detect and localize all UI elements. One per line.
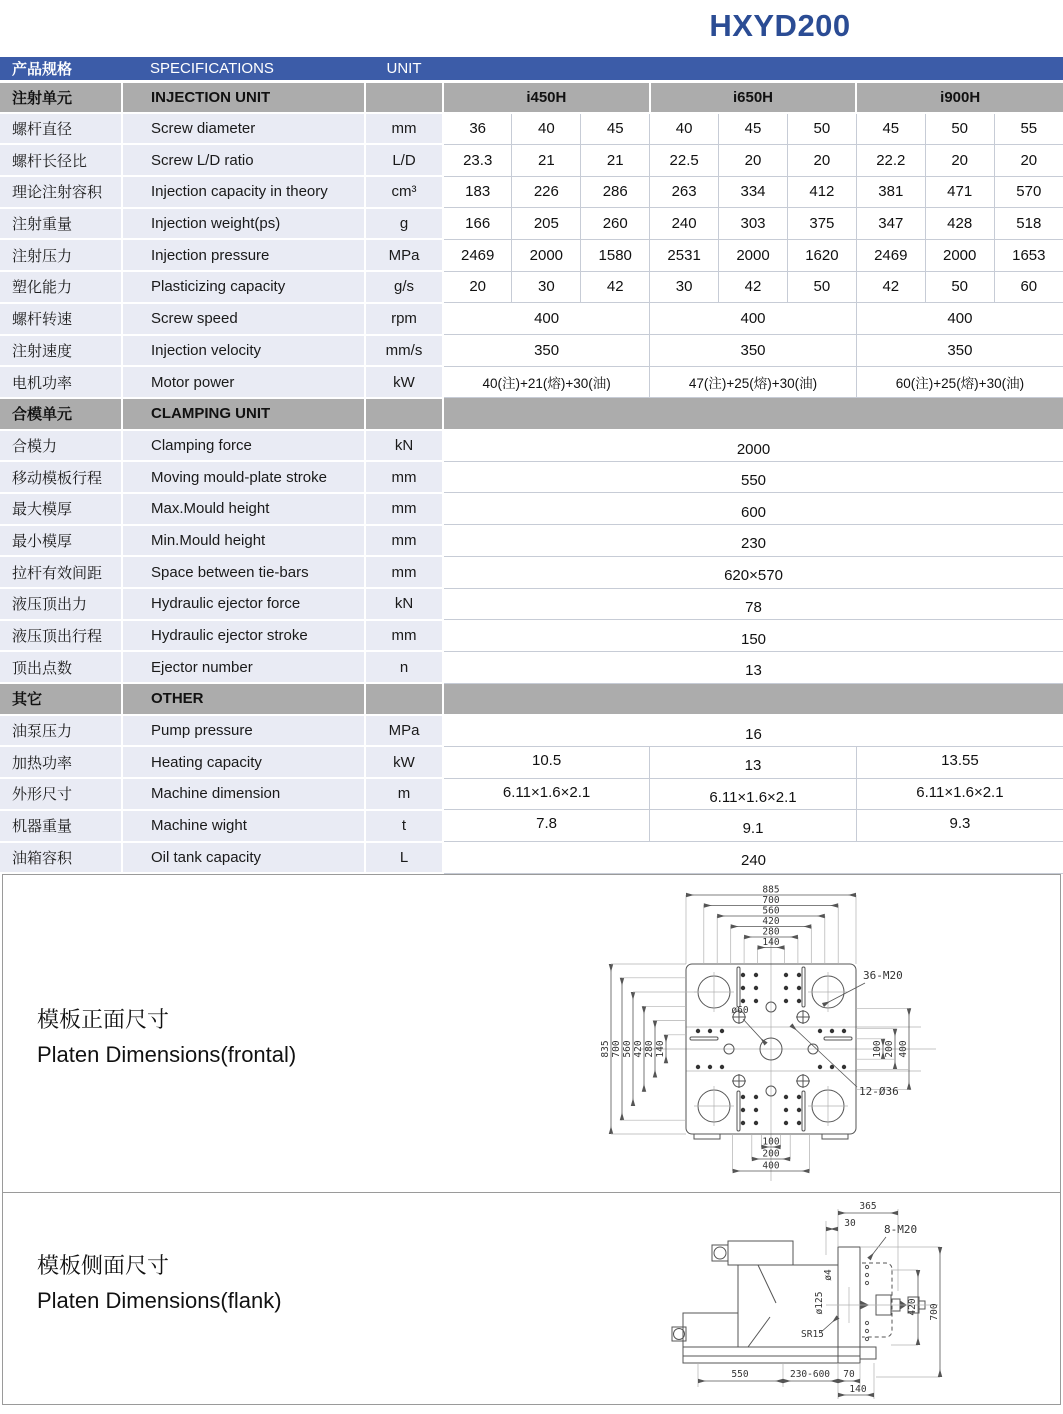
dim-label: 420 [633,1040,644,1058]
row-label-cn: 外形尺寸 [0,778,122,810]
value-cell: 550 [443,461,1063,493]
row-label-en: Plasticizing capacity [122,271,365,303]
row-label-en: Screw L/D ratio [122,144,365,176]
row-label-cn: 螺杆转速 [0,303,122,335]
row-label-en: Hydraulic ejector stroke [122,620,365,652]
value-cell: 45 [856,113,925,145]
dim-label: SR15 [801,1329,824,1341]
table-row [0,176,1063,208]
row-label-en: Machine wight [122,810,365,842]
value-cell: 45 [581,113,650,145]
dim-label: 560 [762,905,780,917]
value-cell: 78 [443,588,1063,620]
value-cell: 2000 [719,239,788,271]
row-label-en: Screw diameter [122,113,365,145]
spec-table [0,57,1063,874]
row-label-cn: 螺杆直径 [0,113,122,145]
row-unit: kW [365,746,443,778]
dim-label: 420 [907,1298,918,1316]
value-cell: 183 [443,176,512,208]
row-label-en: Moving mould-plate stroke [122,461,365,493]
frontal-diagram-title [37,1003,296,1068]
row-label-cn: 液压顶出力 [0,588,122,620]
value-cell: 166 [443,208,512,240]
row-label-cn: 顶出点数 [0,651,122,683]
row-label-cn: 理论注射容积 [0,176,122,208]
value-cell: 22.2 [856,144,925,176]
row-label-cn: 电机功率 [0,366,122,398]
value-cell: 350 [856,335,1063,367]
table-row [0,144,1063,176]
row-unit: L/D [365,144,443,176]
dim-label: 140 [655,1040,666,1058]
value-cell: 20 [787,144,856,176]
dim-label: 70 [843,1369,855,1381]
banner-cn: 产品规格 [0,57,122,81]
row-unit: MPa [365,239,443,271]
section-fill [443,683,1063,715]
value-cell: 10.5 [443,746,650,778]
value-cell: 20 [925,144,994,176]
value-cell: 240 [443,842,1063,874]
frontal-title-en: Platen Dimensions(frontal) [37,1042,297,1068]
value-cell: 1580 [581,239,650,271]
row-label-en: Ejector number [122,651,365,683]
model-header-i650h: i650H [650,81,857,113]
row-unit: mm/s [365,335,443,367]
row-label-cn: 机器重量 [0,810,122,842]
row-unit: g/s [365,271,443,303]
value-cell: 286 [581,176,650,208]
value-cell: 2469 [856,239,925,271]
table-row [0,842,1063,874]
frontal-diagram-box [2,874,1061,1193]
table-row [0,746,1063,778]
value-cell: 375 [787,208,856,240]
row-label-en: Injection velocity [122,335,365,367]
row-label-en: Pump pressure [122,715,365,747]
value-cell: 347 [856,208,925,240]
value-cell: 50 [787,113,856,145]
dim-label: 100 [762,1136,780,1148]
row-label-cn: 液压顶出行程 [0,620,122,652]
row-unit: mm [365,493,443,525]
row-label-cn: 塑化能力 [0,271,122,303]
section-fill [443,398,1063,430]
table-row [0,271,1063,303]
value-cell: 303 [719,208,788,240]
row-label-en: Injection capacity in theory [122,176,365,208]
value-cell: 55 [994,113,1063,145]
row-label-en: Min.Mould height [122,525,365,557]
row-unit: L [365,842,443,874]
value-cell: 381 [856,176,925,208]
row-label-cn: 螺杆长径比 [0,144,122,176]
value-cell: 471 [925,176,994,208]
row-label-cn: 拉杆有效间距 [0,556,122,588]
value-cell: 400 [443,303,650,335]
dim-label: 30 [844,1218,856,1230]
value-cell: 20 [443,271,512,303]
row-unit: kN [365,430,443,462]
value-cell: 42 [581,271,650,303]
row-unit: MPa [365,715,443,747]
hole-spec-label: 12-Ø36 [859,1085,899,1099]
value-cell: 2000 [443,430,1063,462]
table-row [0,208,1063,240]
flank-diagram-title [37,1249,282,1314]
row-unit: n [365,651,443,683]
dim-label: 280 [644,1040,655,1058]
section-injection-unit [0,81,1063,113]
value-cell: 6.11×1.6×2.1 [856,778,1063,810]
value-cell: 230 [443,525,1063,557]
section-unit-empty [365,683,443,715]
row-label-en: Screw speed [122,303,365,335]
value-cell: 9.1 [650,810,857,842]
value-cell: 570 [994,176,1063,208]
row-label-en: Machine dimension [122,778,365,810]
value-cell: 350 [443,335,650,367]
row-unit: cm³ [365,176,443,208]
row-label-cn: 最小模厚 [0,525,122,557]
value-cell: 40 [650,113,719,145]
table-row [0,778,1063,810]
value-cell: 1620 [787,239,856,271]
value-cell: 13.55 [856,746,1063,778]
flank-title-en: Platen Dimensions(flank) [37,1288,282,1314]
row-label-cn: 注射速度 [0,335,122,367]
dim-label: 560 [622,1040,633,1058]
row-label-cn: 注射压力 [0,239,122,271]
flank-title-cn: 模板侧面尺寸 [37,1253,170,1279]
dim-label: 100 [872,1040,883,1058]
row-label-en: Hydraulic ejector force [122,588,365,620]
section-label-en: OTHER [122,683,365,715]
value-cell: 2000 [925,239,994,271]
value-cell: 400 [650,303,857,335]
table-row [0,461,1063,493]
section-clamping-unit [0,398,1063,430]
value-cell: 2000 [512,239,581,271]
table-row [0,113,1063,145]
dim-label: 550 [731,1369,749,1381]
row-label-en: Injection pressure [122,239,365,271]
value-cell: 21 [512,144,581,176]
page-title: HXYD200 [709,8,851,43]
frontal-platen-drawing [591,879,1051,1189]
value-cell: 22.5 [650,144,719,176]
table-row [0,239,1063,271]
section-label-cn: 合模单元 [0,398,122,430]
value-cell: 240 [650,208,719,240]
value-cell: 40(注)+21(熔)+30(油) [443,366,650,398]
bolt-spec-label: 8-M20 [884,1223,918,1237]
value-cell: 6.11×1.6×2.1 [650,778,857,810]
table-banner [0,57,1063,81]
dim-label: 885 [762,884,780,896]
table-row [0,525,1063,557]
row-unit: mm [365,461,443,493]
dim-label: 700 [611,1040,622,1058]
row-label-en: Space between tie-bars [122,556,365,588]
row-unit: m [365,778,443,810]
table-row [0,715,1063,747]
dim-label: ø125 [814,1291,825,1315]
dim-label: ø4 [823,1269,834,1281]
row-unit: mm [365,113,443,145]
banner-fill [443,57,1063,81]
value-cell: 428 [925,208,994,240]
value-cell: 260 [581,208,650,240]
value-cell: 42 [719,271,788,303]
value-cell: 226 [512,176,581,208]
value-cell: 600 [443,493,1063,525]
flank-platen-drawing [588,1195,988,1403]
row-unit: g [365,208,443,240]
row-unit: kW [365,366,443,398]
bolt-spec-label: 36-M20 [863,969,903,983]
value-cell: 412 [787,176,856,208]
table-row [0,588,1063,620]
banner-unit: UNIT [365,57,443,81]
value-cell: 400 [856,303,1063,335]
value-cell: 30 [650,271,719,303]
section-label-cn: 注射单元 [0,81,122,113]
value-cell: 2531 [650,239,719,271]
value-cell: 50 [925,271,994,303]
row-label-en: Heating capacity [122,746,365,778]
dim-label: 365 [859,1201,877,1213]
value-cell: 334 [719,176,788,208]
dim-label: 700 [929,1303,940,1321]
row-unit: mm [365,556,443,588]
table-row [0,651,1063,683]
table-row [0,335,1063,367]
row-label-cn: 最大模厚 [0,493,122,525]
row-label-en: Max.Mould height [122,493,365,525]
value-cell: 21 [581,144,650,176]
dim-label: 700 [762,895,780,907]
row-unit: kN [365,588,443,620]
row-label-en: Motor power [122,366,365,398]
dim-label: 230-600 [789,1369,831,1381]
value-cell: 13 [443,651,1063,683]
table-row [0,366,1063,398]
dim-label: 835 [600,1040,611,1058]
row-label-cn: 加热功率 [0,746,122,778]
dim-label: 140 [849,1384,867,1396]
value-cell: 263 [650,176,719,208]
row-label-cn: 移动模板行程 [0,461,122,493]
banner-en: SPECIFICATIONS [122,57,365,81]
row-unit: t [365,810,443,842]
dim-label: 400 [898,1040,909,1058]
value-cell: 6.11×1.6×2.1 [443,778,650,810]
row-label-cn: 油泵压力 [0,715,122,747]
value-cell: 620×570 [443,556,1063,588]
row-label-cn: 合模力 [0,430,122,462]
table-row [0,556,1063,588]
dim-label: 200 [762,1148,780,1160]
section-label-en: INJECTION UNIT [122,81,365,113]
value-cell: 36 [443,113,512,145]
row-label-cn: 油箱容积 [0,842,122,874]
value-cell: 16 [443,715,1063,747]
frontal-title-cn: 模板正面尺寸 [37,1007,170,1033]
table-row [0,303,1063,335]
row-label-cn: 注射重量 [0,208,122,240]
dim-label: 200 [884,1040,895,1058]
section-label-cn: 其它 [0,683,122,715]
row-label-en: Injection weight(ps) [122,208,365,240]
table-row [0,620,1063,652]
model-header-i450h: i450H [443,81,650,113]
section-label-en: CLAMPING UNIT [122,398,365,430]
row-unit: rpm [365,303,443,335]
value-cell: 42 [856,271,925,303]
dim-label: 400 [762,1160,780,1172]
center-hole-label: ø60 [731,1005,749,1017]
row-unit: mm [365,525,443,557]
dim-label: 280 [762,926,780,938]
value-cell: 350 [650,335,857,367]
table-row [0,430,1063,462]
dim-label: 420 [762,916,780,928]
value-cell: 150 [443,620,1063,652]
value-cell: 1653 [994,239,1063,271]
value-cell: 60(注)+25(熔)+30(油) [856,366,1063,398]
row-unit: mm [365,620,443,652]
section-unit-empty [365,81,443,113]
dim-label: 140 [762,937,780,949]
model-header-i900h: i900H [856,81,1063,113]
value-cell: 205 [512,208,581,240]
section-other [0,683,1063,715]
value-cell: 2469 [443,239,512,271]
section-unit-empty [365,398,443,430]
value-cell: 23.3 [443,144,512,176]
value-cell: 45 [719,113,788,145]
value-cell: 47(注)+25(熔)+30(油) [650,366,857,398]
value-cell: 13 [650,746,857,778]
table-row [0,810,1063,842]
value-cell: 50 [787,271,856,303]
value-cell: 20 [994,144,1063,176]
value-cell: 30 [512,271,581,303]
page-header [0,0,1063,57]
row-label-en: Clamping force [122,430,365,462]
flank-diagram-box [2,1192,1061,1405]
value-cell: 40 [512,113,581,145]
value-cell: 9.3 [856,810,1063,842]
table-row [0,493,1063,525]
value-cell: 7.8 [443,810,650,842]
row-label-en: Oil tank capacity [122,842,365,874]
value-cell: 20 [719,144,788,176]
value-cell: 518 [994,208,1063,240]
value-cell: 50 [925,113,994,145]
value-cell: 60 [994,271,1063,303]
